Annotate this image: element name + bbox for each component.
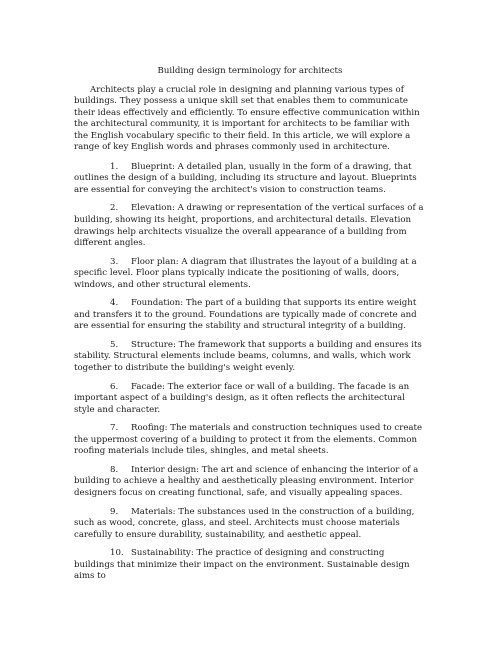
term-list [74, 162, 426, 583]
term-item-interior-design [74, 465, 426, 500]
term-item-materials [74, 507, 426, 542]
item-number: 1. [110, 161, 119, 172]
item-number: 5. [110, 339, 119, 350]
item-number: 4. [110, 298, 119, 309]
term-item-foundation [74, 298, 426, 333]
item-number: 7. [110, 423, 119, 434]
item-text: Materials: The substances used in the construction of a building, such as wood, concrete, glass, and steel. Architects must choose materials carefully to ensure durability, sustainability, and aesthetic appeal. [74, 506, 415, 540]
item-number: 9. [110, 506, 119, 517]
term-item-elevation [74, 203, 426, 249]
item-text: Blueprint: A detailed plan, usually in the form of a drawing, that outlines the design of a building, including its structure and layout. Blueprints are essential for conveying the architect's vision to construction teams. [74, 161, 417, 195]
item-number: 2. [110, 203, 119, 214]
item-text: Roofing: The materials and construction techniques used to create the uppermost covering of a building to protect it from the elements. Common roofing materials include tiles, shingles, and metal sheets. [74, 423, 423, 457]
term-item-floor-plan [74, 257, 426, 292]
item-number: 8. [110, 464, 119, 475]
document-page [74, 66, 426, 590]
document-title: Building design terminology for architects [157, 66, 343, 76]
term-item-blueprint [74, 162, 426, 197]
item-text: Structure: The framework that supports a building and ensures its stability. Structural elements include beams, columns, and walls, which work together to distribute the building's weight evenly. [74, 339, 422, 374]
item-number: 6. [110, 381, 119, 392]
term-item-facade [74, 382, 426, 417]
item-text: Foundation: The part of a building that supports its entire weight and transfers it to the ground. Foundations are typically made of concrete and are essential for ensuring the stability and structural integrity of a building. [74, 298, 417, 332]
item-text: Facade: The exterior face or wall of a building. The facade is an important aspect of a building's design, as it often reflects the architectural style and character. [74, 381, 410, 415]
term-item-structure [74, 340, 426, 375]
item-text: Floor plan: A diagram that illustrates the layout of a building at a specific level. Floor plans typically indicate the positioning of walls, doors, windows, and other structural elements. [74, 256, 417, 290]
item-number: 3. [110, 256, 119, 267]
intro-paragraph: Architects play a crucial role in designing and planning various types of buildings. They possess a unique skill set that enables them to communicate their ideas effectively and efficiently. To ensure effective communication within the architectural community, it is important for architects to be familiar with the English vocabulary specific to their field. In this article, we will explore a range of key English words and phrases commonly used in architecture. [74, 84, 420, 153]
term-item-roofing [74, 423, 426, 458]
item-text: Interior design: The art and science of enhancing the interior of a building to achieve a healthy and aesthetically pleasing environment. Interior designers focus on creating functional, safe, and visually appealing spaces. [74, 464, 419, 498]
term-item-sustainability [74, 548, 426, 583]
item-text: Elevation: A drawing or representation of the vertical surfaces of a building, showing its height, proportions, and architectural details. Elevation drawings help architects visualize the overall appearance of a building from different angles. [74, 203, 424, 249]
item-number: 10. [110, 548, 124, 559]
item-text: Sustainability: The practice of designing and constructing buildings that minimize their impact on the environment. Sustainable design aims to [74, 548, 410, 582]
